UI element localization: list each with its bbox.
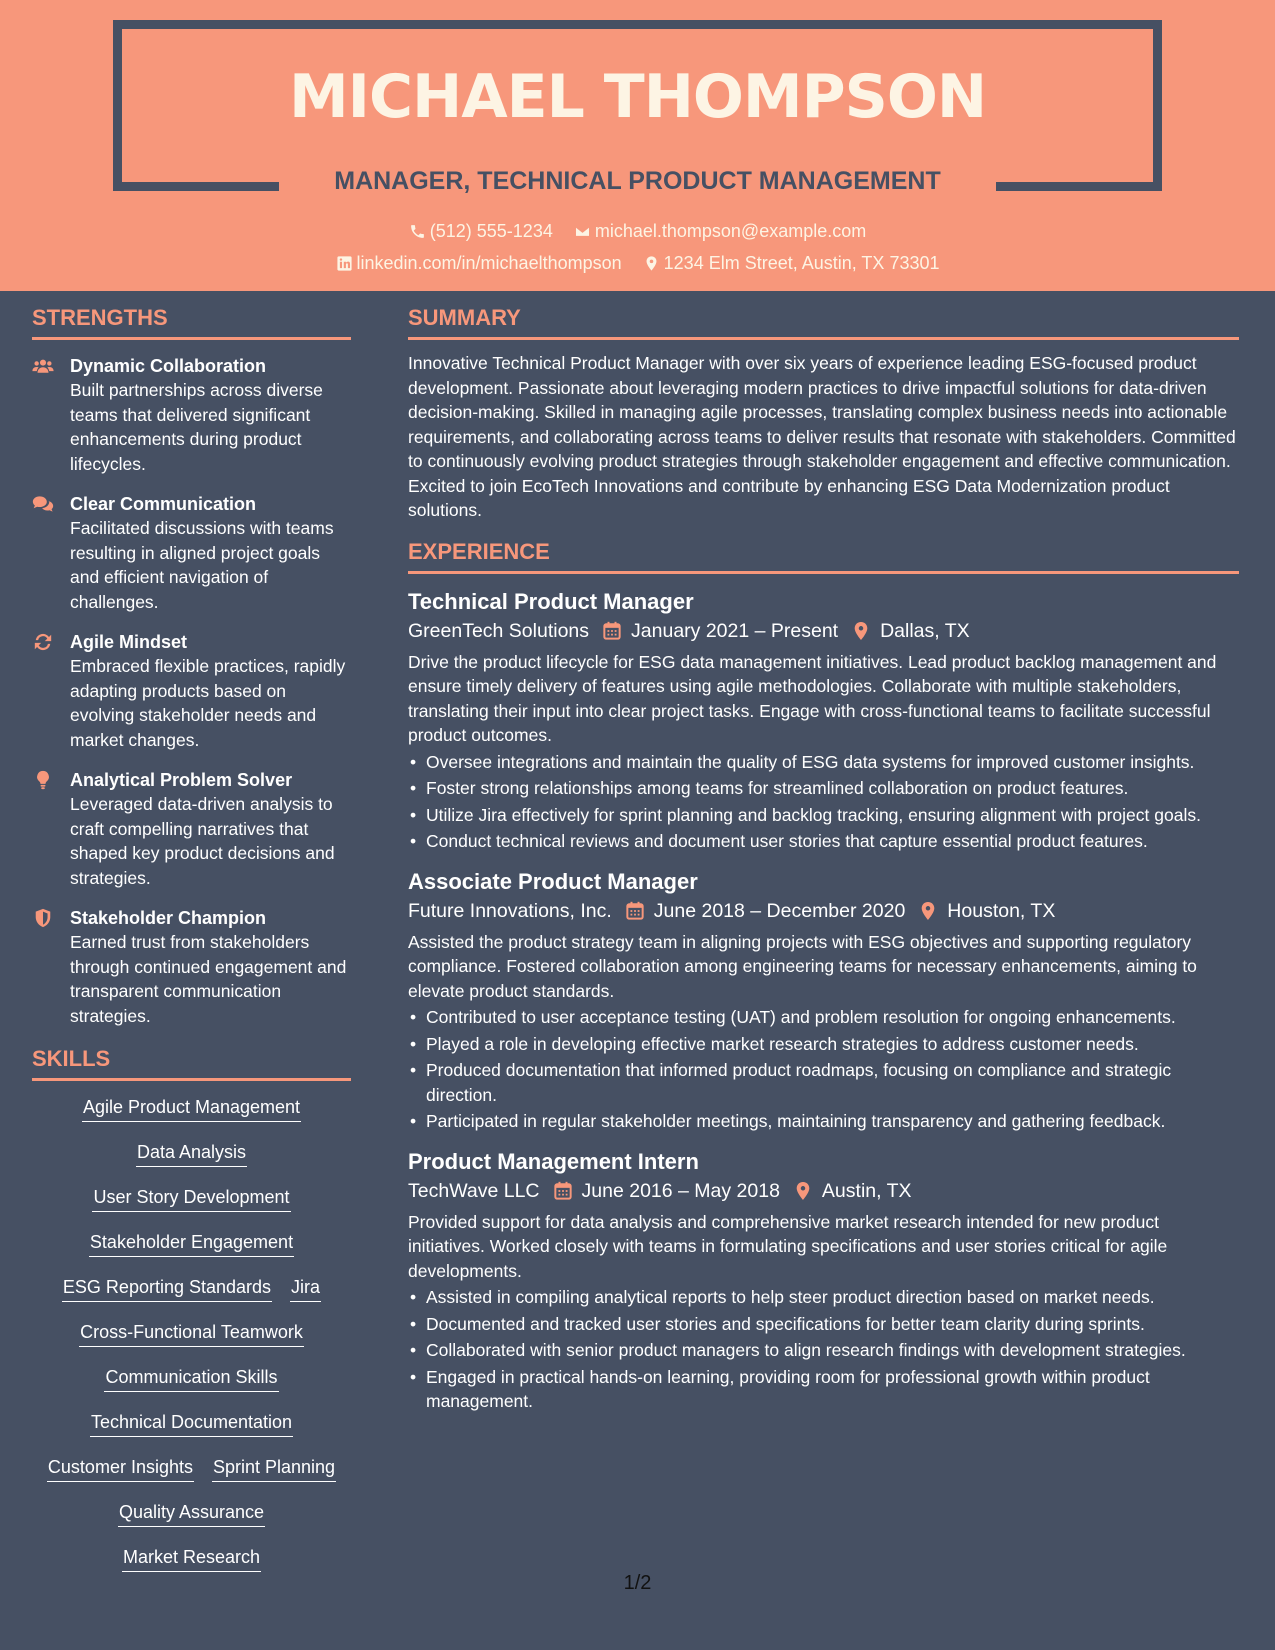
candidate-role: MANAGER, TECHNICAL PRODUCT MANAGEMENT <box>334 167 941 195</box>
job-meta <box>408 1176 1239 1206</box>
phone-text: (512) 555-1234 <box>429 221 553 241</box>
job-bullets <box>408 1005 1239 1134</box>
job-entry <box>408 588 1239 854</box>
strength-item <box>32 630 351 752</box>
strength-item <box>32 492 351 614</box>
users-icon <box>32 356 54 376</box>
summary-heading: SUMMARY <box>408 305 1239 340</box>
job-title: Associate Product Manager <box>408 868 698 894</box>
job-dates: January 2021 – Present <box>631 619 839 642</box>
bullet-item: • Collaborated with senior product managers to align research findings with development strategies. <box>408 1338 1239 1363</box>
job-title: Technical Product Manager <box>408 588 694 614</box>
email-text: michael.thompson@example.com <box>594 221 867 241</box>
linkedin-text: linkedin.com/in/michaelthompson <box>356 253 622 273</box>
right-column <box>408 305 1239 1428</box>
envelope-icon <box>574 223 591 240</box>
chat-icon <box>32 494 54 514</box>
strength-desc: Embraced flexible practices, rapidly adapting products based on evolving stakeholder needs and market changes. <box>70 656 346 750</box>
bullet-item: • Produced documentation that informed product roadmaps, focusing on compliance and strategic direction. <box>408 1058 1239 1107</box>
bullet-item: • Assisted in compiling analytical reports to help steer product direction based on market needs. <box>408 1285 1239 1310</box>
job-company: GreenTech Solutions <box>408 619 590 642</box>
map-pin-icon <box>643 255 660 272</box>
job-title: Product Management Intern <box>408 1148 699 1174</box>
bullet-item: • Utilize Jira effectively for sprint planning and backlog tracking, ensuring alignment with project goals. <box>408 803 1239 828</box>
job-bullets <box>408 1285 1239 1414</box>
skill-tag: Market Research <box>122 1545 261 1572</box>
lightbulb-icon <box>32 770 54 790</box>
strength-item <box>32 354 351 476</box>
skills-heading: SKILLS <box>32 1046 351 1081</box>
strength-item <box>32 768 351 890</box>
skill-tag: Stakeholder Engagement <box>89 1230 294 1257</box>
shield-icon <box>32 908 54 928</box>
job-description: Drive the product lifecycle for ESG data management initiatives. Lead product backlog management and ensure timely delivery of features using agile methodologies. Collaborate with multiple stakeholders, translating their input into clear project tasks. Engage with cross-functional teams to facilitate successful product outcomes. <box>408 651 1217 745</box>
skill-tag: Quality Assurance <box>118 1500 265 1527</box>
strength-desc: Earned trust from stakeholders through continued engagement and transparent communication strategies. <box>70 932 347 1026</box>
bullet-item: • Played a role in developing effective market research strategies to address customer needs. <box>408 1032 1239 1057</box>
job-meta <box>408 896 1239 926</box>
skill-tag: ESG Reporting Standards <box>62 1275 272 1302</box>
skill-tag: Agile Product Management <box>82 1095 301 1122</box>
job-entry <box>408 868 1239 1134</box>
skill-tag: Communication Skills <box>104 1365 278 1392</box>
job-dates: June 2018 – December 2020 <box>653 899 906 922</box>
bullet-item: • Conduct technical reviews and document user stories that capture essential product features. <box>408 829 1239 854</box>
job-description: Provided support for data analysis and comprehensive market research intended for new product initiatives. Worked closely with teams in formulating specifications and user stories critical for agile developments. <box>408 1211 1168 1281</box>
email-contact[interactable] <box>574 221 866 242</box>
strength-title: Clear Communication <box>70 494 257 514</box>
linkedin-icon <box>336 255 353 272</box>
bullet-item: • Engaged in practical hands-on learning, providing room for professional growth within product management. <box>408 1365 1239 1414</box>
address-text: 1234 Elm Street, Austin, TX 73301 <box>663 253 940 273</box>
summary-text: Innovative Technical Product Manager with over six years of experience leading ESG-focused product development. Passionate about leveraging modern practices to drive impactful solutions for data-driven decision-making. Skilled in managing agile processes, translating complex business needs into actionable requirements, and collaborating across teams to deliver results that resonate with stakeholders. Committed to continuously evolving product strategies through stakeholder engagement and effective communication. Excited to join EcoTech Innovations and contribute by enhancing ESG Data Modernization product solutions. <box>408 353 1236 520</box>
bullet-item: • Contributed to user acceptance testing (UAT) and problem resolution for ongoing enhancements. <box>408 1005 1239 1030</box>
job-dates: June 2016 – May 2018 <box>581 1179 780 1202</box>
job-entry <box>408 1148 1239 1414</box>
job-meta <box>408 616 1239 646</box>
phone-icon <box>409 223 426 240</box>
job-company: Future Innovations, Inc. <box>408 899 612 922</box>
job-location: Dallas, TX <box>880 619 970 642</box>
strengths-heading: STRENGTHS <box>32 305 351 340</box>
bullet-item: • Foster strong relationships among teams for streamlined collaboration on product features. <box>408 776 1239 801</box>
candidate-name: MICHAEL THOMPSON <box>288 62 987 132</box>
sync-icon <box>32 632 54 652</box>
strength-desc: Facilitated discussions with teams resulting in aligned project goals and efficient navigation of challenges. <box>70 518 334 612</box>
phone-contact[interactable] <box>409 221 553 242</box>
job-description: Assisted the product strategy team in aligning projects with ESG objectives and supporting regulatory compliance. Fostered collaboration among engineering teams for necessary enhancements, aiming to elevate product standards. <box>408 931 1197 1001</box>
skills-list <box>32 1095 351 1590</box>
resume-header <box>0 0 1275 291</box>
linkedin-contact[interactable] <box>336 253 622 274</box>
map-pin-icon <box>919 901 937 921</box>
job-location: Houston, TX <box>947 899 1056 922</box>
job-company: TechWave LLC <box>408 1179 540 1202</box>
bullet-item: • Oversee integrations and maintain the quality of ESG data systems for improved customer insights. <box>408 750 1239 775</box>
strength-title: Analytical Problem Solver <box>70 770 293 790</box>
strength-item <box>32 906 351 1028</box>
experience-heading: EXPERIENCE <box>408 539 1239 574</box>
calendar-icon <box>603 621 621 641</box>
map-pin-icon <box>852 621 870 641</box>
bullet-item: • Participated in regular stakeholder meetings, maintaining transparency and gathering feedback. <box>408 1109 1239 1134</box>
skill-tag: Data Analysis <box>136 1140 247 1167</box>
contact-line-1 <box>0 221 1275 245</box>
page-number: 1/2 <box>623 1572 652 1594</box>
address-contact <box>643 253 940 274</box>
strength-desc: Built partnerships across diverse teams that delivered significant enhancements during product lifecycles. <box>70 380 323 474</box>
job-location: Austin, TX <box>821 1179 912 1202</box>
skill-tag: Cross-Functional Teamwork <box>79 1320 304 1347</box>
strength-title: Stakeholder Champion <box>70 908 267 928</box>
skill-tag: User Story Development <box>92 1185 290 1212</box>
bullet-item: • Documented and tracked user stories and specifications for better team clarity during sprints. <box>408 1312 1239 1337</box>
left-column <box>32 305 351 1590</box>
strength-desc: Leveraged data-driven analysis to craft compelling narratives that shaped key product decisions and strategies. <box>70 794 335 888</box>
calendar-icon <box>626 901 644 921</box>
skill-tag: Customer Insights <box>47 1455 194 1482</box>
skill-tag: Sprint Planning <box>212 1455 336 1482</box>
calendar-icon <box>554 1181 572 1201</box>
skill-tag: Jira <box>290 1275 321 1302</box>
map-pin-icon <box>794 1181 812 1201</box>
contact-line-2 <box>0 253 1275 277</box>
job-bullets <box>408 750 1239 854</box>
skill-tag: Technical Documentation <box>90 1410 293 1437</box>
strength-title: Dynamic Collaboration <box>70 356 267 376</box>
strength-title: Agile Mindset <box>70 632 188 652</box>
